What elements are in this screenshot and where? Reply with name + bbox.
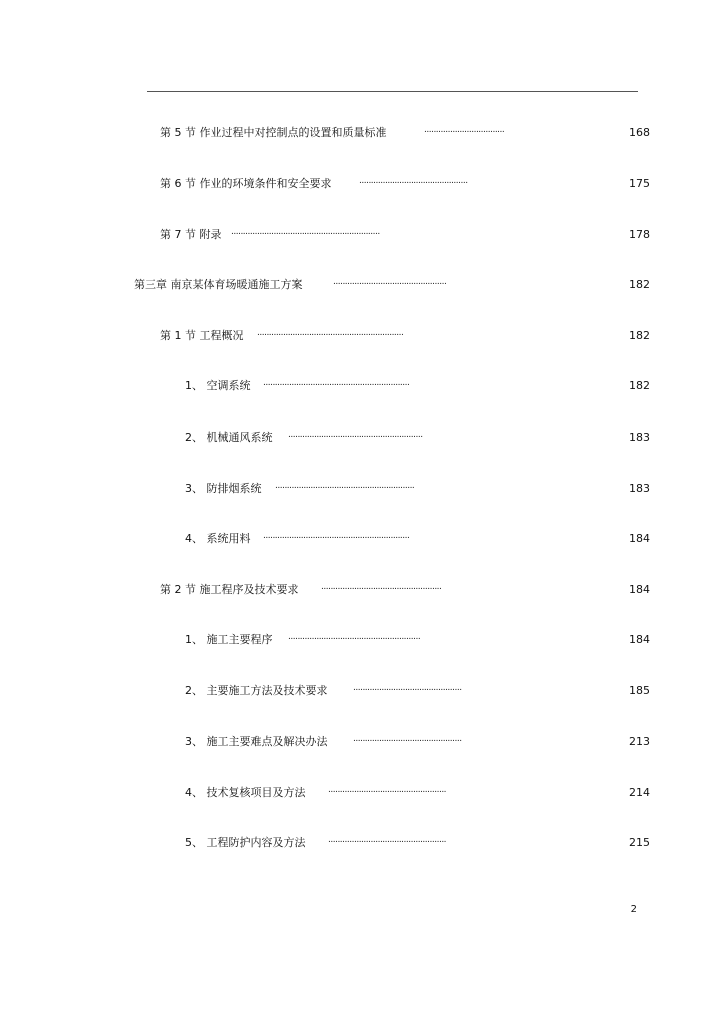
toc-leader-dots: ............................................................... (231, 227, 380, 237)
toc-entry-label: 1、 空调系统 (185, 379, 251, 392)
toc-entry-label: 第 2 节 施工程序及技术要求 (160, 583, 299, 596)
page-number: 2 (630, 904, 637, 915)
toc-leader-dots: ........................................................... (275, 481, 415, 491)
toc-page-number: 213 (629, 735, 650, 748)
toc-entry[interactable] (0, 328, 723, 344)
toc-leader-dots: .................................................. (328, 785, 447, 795)
toc-entry[interactable] (0, 227, 723, 243)
toc-entry[interactable] (0, 632, 723, 648)
header-rule (147, 91, 638, 92)
toc-entry[interactable] (0, 582, 723, 598)
toc-leader-dots: .............................................................. (263, 531, 410, 541)
toc-entry-label: 4、 系统用料 (185, 532, 251, 545)
toc-leader-dots: ................................................ (333, 277, 447, 287)
toc-leader-dots: ........................................................ (288, 632, 421, 642)
toc-entry[interactable] (0, 531, 723, 547)
toc-entry-label: 4、 技术复核项目及方法 (185, 786, 306, 799)
toc-page-number: 178 (629, 228, 650, 241)
toc-leader-dots: ......................................................... (288, 430, 423, 440)
toc-entry[interactable] (0, 481, 723, 497)
toc-entry[interactable] (0, 125, 723, 141)
toc-entry[interactable] (0, 378, 723, 394)
toc-page-number: 183 (629, 431, 650, 444)
toc-page-number: 175 (629, 177, 650, 190)
toc-page-number: 182 (629, 379, 650, 392)
toc-entry-label: 2、 机械通风系统 (185, 431, 273, 444)
toc-entry-label: 3、 施工主要难点及解决办法 (185, 735, 328, 748)
toc-entry[interactable] (0, 176, 723, 192)
toc-leader-dots: .............................................. (353, 734, 462, 744)
toc-entry-label: 第 5 节 作业过程中对控制点的设置和质量标准 (160, 126, 387, 139)
toc-leader-dots: .............................................................. (257, 328, 404, 338)
toc-page-number: 215 (629, 836, 650, 849)
toc-entry-label: 第 1 节 工程概况 (160, 329, 244, 342)
toc-leader-dots: .................................................. (328, 835, 447, 845)
toc-page-number: 184 (629, 532, 650, 545)
toc-page-number: 184 (629, 583, 650, 596)
toc-leader-dots: .............................................. (353, 683, 462, 693)
toc-entry[interactable] (0, 430, 723, 446)
toc-leader-dots: ................................................... (321, 582, 442, 592)
toc-page-number: 168 (629, 126, 650, 139)
toc-page-number: 182 (629, 329, 650, 342)
toc-entry-label: 3、 防排烟系统 (185, 482, 262, 495)
toc-entry-label: 第 7 节 附录 (160, 228, 222, 241)
toc-leader-dots: .............................................................. (263, 378, 410, 388)
toc-leader-dots: .............................................. (359, 176, 468, 186)
toc-entry-label: 第 6 节 作业的环境条件和安全要求 (160, 177, 332, 190)
toc-entry-label: 1、 施工主要程序 (185, 633, 273, 646)
toc-entry[interactable] (0, 835, 723, 851)
toc-entry[interactable] (0, 277, 723, 293)
toc-entry[interactable] (0, 785, 723, 801)
toc-page-number: 214 (629, 786, 650, 799)
toc-leader-dots: .................................. (424, 125, 505, 135)
toc-entry[interactable] (0, 683, 723, 699)
toc-entry-label: 2、 主要施工方法及技术要求 (185, 684, 328, 697)
toc-page-number: 183 (629, 482, 650, 495)
toc-page-number: 182 (629, 278, 650, 291)
toc-page-number: 185 (629, 684, 650, 697)
toc-entry-label: 5、 工程防护内容及方法 (185, 836, 306, 849)
toc-entry[interactable] (0, 734, 723, 750)
toc-page-number: 184 (629, 633, 650, 646)
toc-entry-label: 第三章 南京某体育场暖通施工方案 (134, 278, 303, 291)
